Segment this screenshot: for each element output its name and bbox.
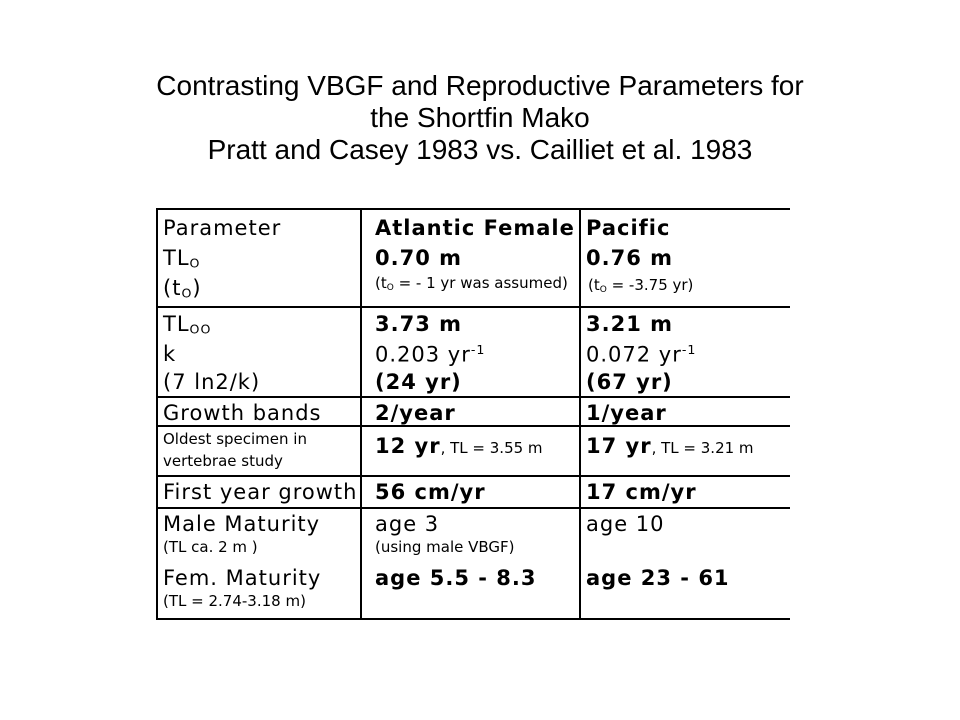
pacific-oldest-specimen: 17 yr, TL = 3.21 m bbox=[586, 434, 754, 458]
column-divider-2 bbox=[579, 210, 581, 618]
param-female-maturity-note: (TL = 2.74-3.18 m) bbox=[163, 592, 306, 610]
atlantic-tl0: 0.70 m bbox=[375, 246, 463, 270]
atlantic-oldest-specimen: 12 yr, TL = 3.55 m bbox=[375, 434, 543, 458]
title-line-3: Pratt and Casey 1983 vs. Cailliet et al. 1983 bbox=[207, 134, 753, 165]
pacific-k: 0.072 $yr^{-1}$ bbox=[586, 342, 697, 367]
param-male-maturity: Male Maturity bbox=[163, 512, 321, 536]
title-line-2: the Shortfin Mako bbox=[370, 102, 590, 133]
column-divider-1 bbox=[360, 210, 362, 618]
row-divider-1 bbox=[158, 306, 790, 308]
param-male-maturity-note: (TL ca. 2 m ) bbox=[163, 538, 258, 556]
param-first-year-growth: First year growth bbox=[163, 480, 358, 504]
param-oldest-specimen-line-2: vertebrae study bbox=[163, 452, 283, 470]
pacific-first-year-growth: 17 cm/yr bbox=[586, 480, 697, 504]
param-t0: $(t_O)$ bbox=[163, 276, 202, 301]
pacific-half-life: (67 yr) bbox=[586, 370, 673, 394]
atlantic-first-year-growth: 56 cm/yr bbox=[375, 480, 486, 504]
atlantic-half-life: (24 yr) bbox=[375, 370, 462, 394]
param-growth-bands: Growth bands bbox=[163, 401, 322, 425]
param-k: k bbox=[163, 342, 177, 366]
row-divider-5 bbox=[158, 507, 790, 509]
atlantic-male-maturity: age 3 bbox=[375, 512, 440, 536]
atlantic-t0: ($t_O$ = - 1 yr was assumed) bbox=[375, 274, 568, 293]
param-tl-infinity: $TL_{OO}$ bbox=[163, 312, 212, 337]
header-parameter: Parameter bbox=[163, 216, 282, 240]
param-half-life: (7 ln2/k) bbox=[163, 370, 261, 394]
header-pacific: Pacific bbox=[586, 216, 671, 240]
parameter-table bbox=[156, 208, 790, 620]
param-female-maturity: Fem. Maturity bbox=[163, 566, 322, 590]
param-oldest-specimen-line-1: Oldest specimen in bbox=[163, 430, 307, 448]
pacific-male-maturity: age 10 bbox=[586, 512, 665, 536]
header-atlantic-female: Atlantic Female bbox=[375, 216, 575, 240]
pacific-t0: ($t_O = -3.75$ yr) bbox=[588, 276, 694, 295]
pacific-tl0: 0.76 m bbox=[586, 246, 674, 270]
atlantic-male-maturity-note: (using male VBGF) bbox=[375, 538, 515, 556]
param-tl0: $TL_O$ bbox=[163, 246, 201, 271]
atlantic-k: 0.203 $yr^{-1}$ bbox=[375, 342, 486, 367]
row-divider-4 bbox=[158, 475, 790, 477]
slide-title bbox=[0, 70, 960, 166]
row-divider-3 bbox=[158, 425, 790, 427]
pacific-tl-infinity: 3.21 m bbox=[586, 312, 674, 336]
atlantic-female-maturity: age 5.5 - 8.3 bbox=[375, 566, 537, 590]
atlantic-growth-bands: 2/year bbox=[375, 401, 456, 425]
title-line-1: Contrasting VBGF and Reproductive Parameters for bbox=[156, 70, 804, 101]
pacific-growth-bands: 1/year bbox=[586, 401, 667, 425]
atlantic-tl-infinity: 3.73 m bbox=[375, 312, 463, 336]
row-divider-2 bbox=[158, 396, 790, 398]
pacific-female-maturity: age 23 - 61 bbox=[586, 566, 730, 590]
